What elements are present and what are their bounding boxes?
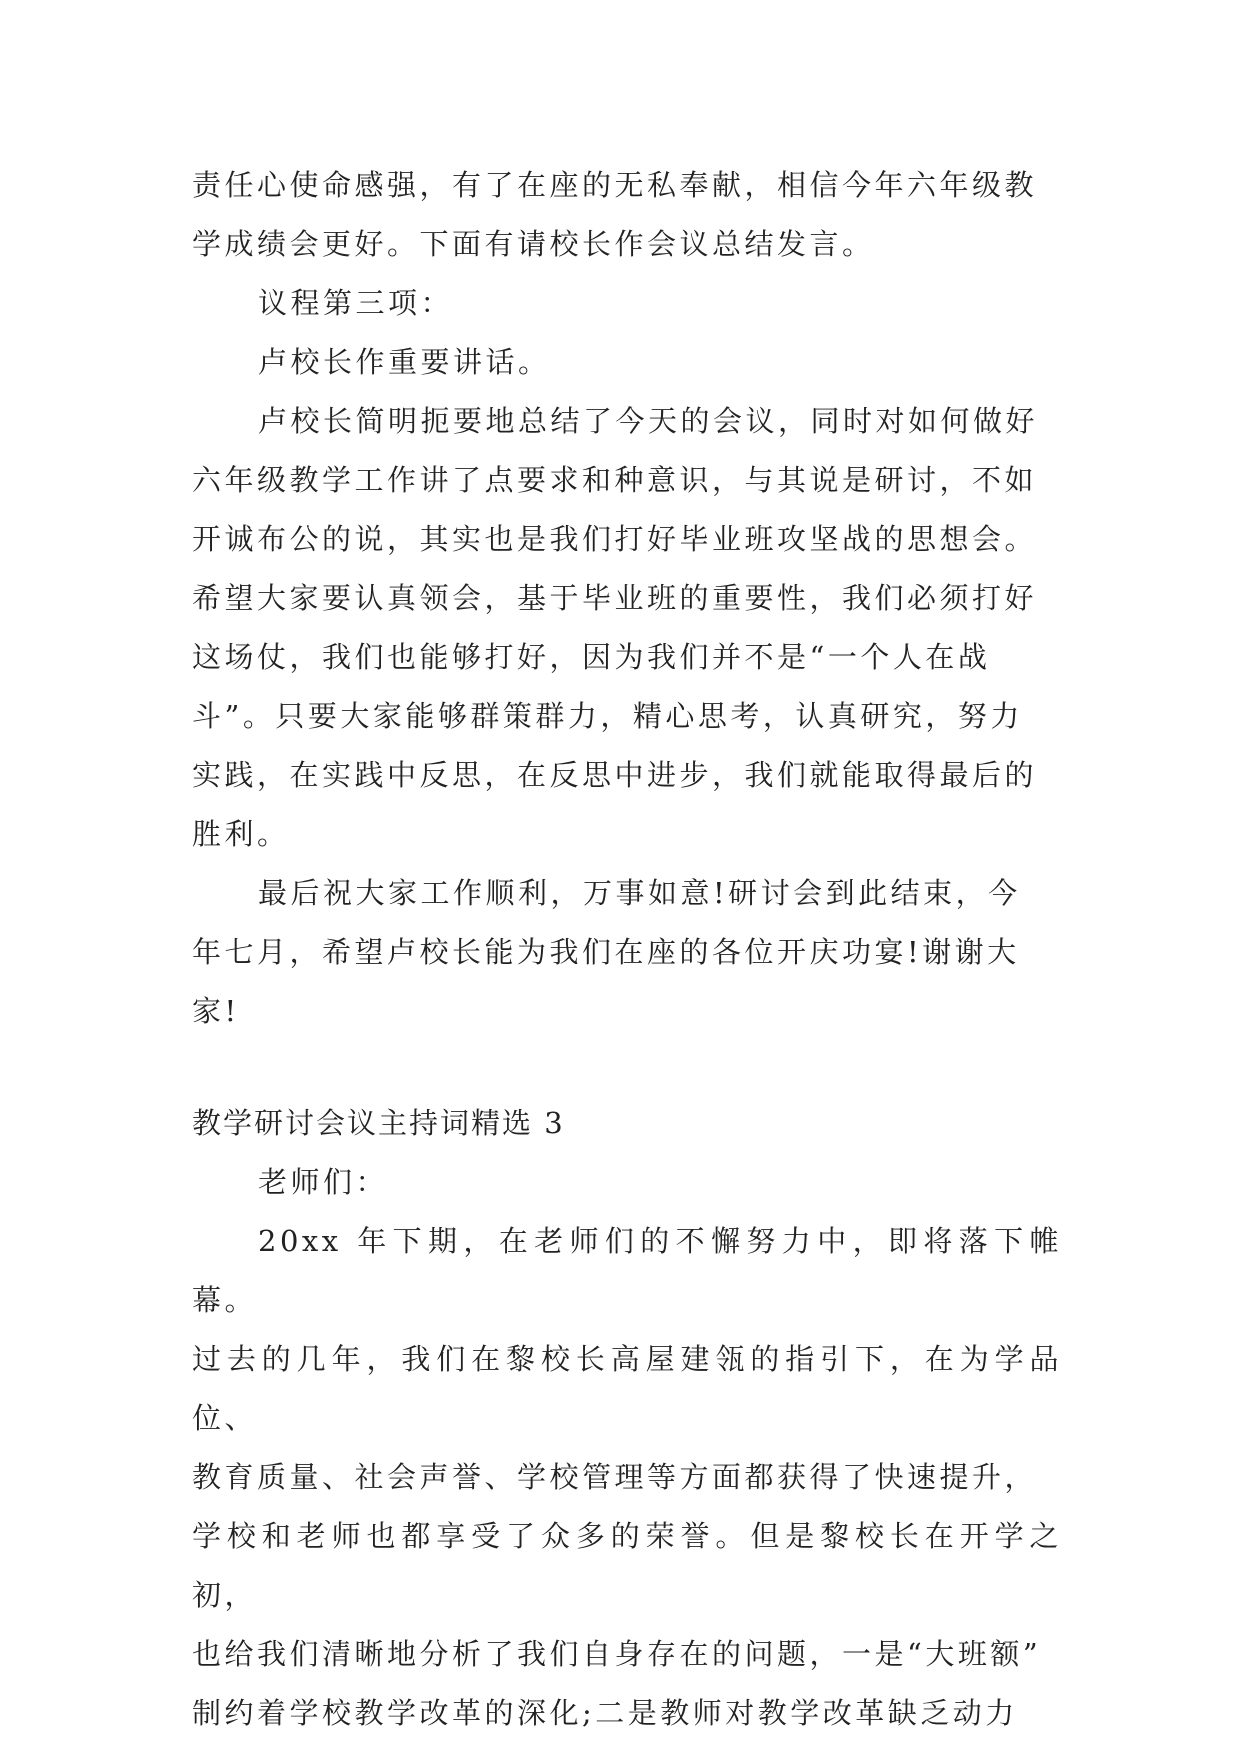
paragraph: 老师们：: [258, 1165, 389, 1199]
paragraph: 议程第三项：: [258, 286, 454, 320]
paragraph: 责任心使命感强，有了在座的无私奉献，相信今年六年级教 学成绩会更好。下面有请校长作会议总结发言。: [192, 168, 1038, 261]
paragraph: 卢校长简明扼要地总结了今天的会议，同时对如何做好 六年级教学工作讲了点要求和种意识，与其说是研讨，不如 开诚布公的说，其实也是我们打好毕业班攻坚战的思想会。 希望大家要认真领会，基于毕业班的重要性，我们必须打好 这场仗，我们也能够打好，因为我们并不是“一个人在战 斗”。只要大家能够群策群力，精心思考，认真研究，努力 实践，在实践中反思，在反思中进步，我们就能取得最后的 胜利。: [192, 404, 1039, 851]
paragraph: 最后祝大家工作顺利，万事如意!研讨会到此结束，今 年七月，希望卢校长能为我们在座的各位开庆功宴!谢谢大 家!: [192, 876, 1021, 1028]
document-page: [192, 156, 1062, 1743]
paragraphs-bottom: [192, 1153, 1062, 1743]
paragraph: 20xx 年下期，在老师们的不懈努力中，即将落下帷幕。 过去的几年，我们在黎校长高屋建瓴的指引下，在为学品位、 教育质量、社会声誉、学校管理等方面都获得了快速提升， 学校和老师也都享受了众多的荣誉。但是黎校长在开学之初， 也给我们清晰地分析了我们自身存在的问题，一是“大班额” 制约着学校教学改革的深化;二是教师对教学改革缺乏动力: [192, 1224, 1062, 1730]
section-title: 教学研讨会议主持词精选 3: [192, 1106, 565, 1140]
paragraph: 卢校长作重要讲话。: [258, 345, 551, 379]
paragraphs-top: [192, 156, 1062, 1041]
